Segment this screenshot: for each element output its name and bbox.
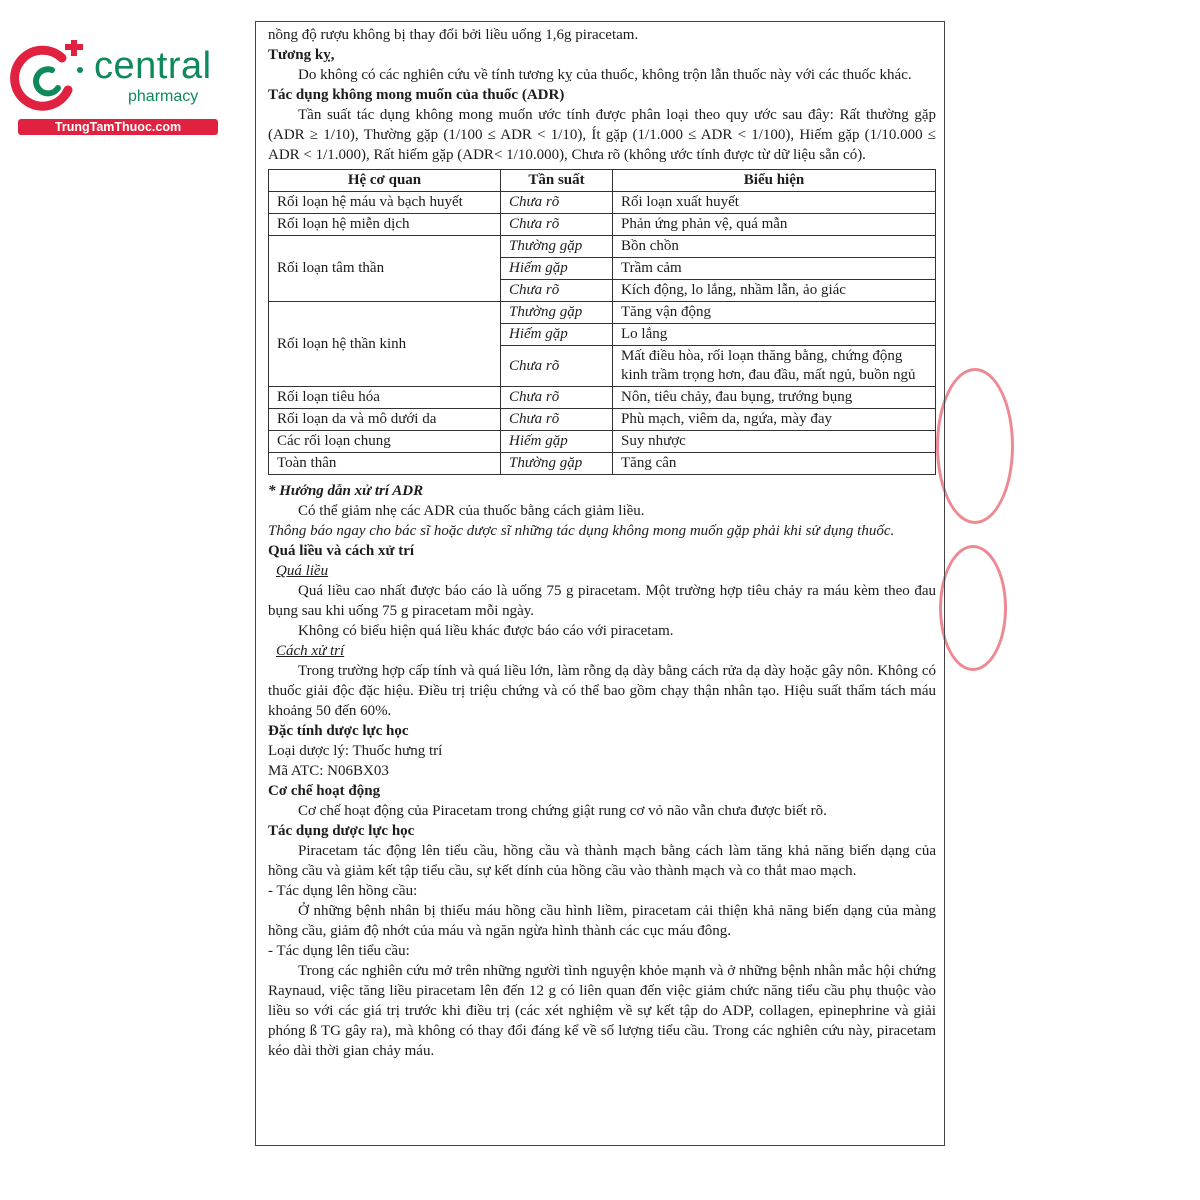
paragraph: Loại dược lý: Thuốc hưng trí bbox=[268, 743, 443, 759]
table-row bbox=[269, 192, 936, 214]
organ-cell: Rối loạn hệ thần kinh bbox=[269, 302, 501, 387]
adr-table bbox=[268, 169, 936, 475]
organ-cell: Rối loạn hệ máu và bạch huyết bbox=[269, 192, 501, 214]
effect-cell: Kích động, lo lắng, nhầm lẫn, ảo giác bbox=[613, 280, 936, 302]
table-row bbox=[269, 453, 936, 475]
pharmacy-c-logo-icon bbox=[10, 40, 88, 118]
effect-cell: Rối loạn xuất huyết bbox=[613, 192, 936, 214]
subsection-heading: Quá liều bbox=[276, 563, 329, 579]
paragraph: Piracetam tác động lên tiểu cầu, hồng cầu và thành mạch bằng cách làm tăng khả năng biến dạng của hồng cầu và giảm kết tập tiểu cầu, sự kết dính của hồng cầu vào thành mạch và co thắt mao mạch. bbox=[268, 843, 936, 879]
effect-cell: Phù mạch, viêm da, ngứa, mày đay bbox=[613, 409, 936, 431]
table-row bbox=[269, 214, 936, 236]
website-banner: TrungTamThuoc.com bbox=[18, 119, 218, 135]
frequency-cell: Thường gặp bbox=[501, 302, 613, 324]
table-row bbox=[269, 409, 936, 431]
section-heading: Tương kỵ, bbox=[268, 47, 335, 63]
document-body bbox=[268, 25, 936, 1061]
organ-cell: Rối loạn da và mô dưới da bbox=[269, 409, 501, 431]
frequency-cell: Hiếm gặp bbox=[501, 324, 613, 346]
section-heading: Cơ chế hoạt động bbox=[268, 783, 381, 799]
table-row bbox=[269, 387, 936, 409]
table-row bbox=[269, 431, 936, 453]
frequency-cell: Chưa rõ bbox=[501, 346, 613, 387]
frequency-cell: Hiếm gặp bbox=[501, 431, 613, 453]
organ-cell: Rối loạn tiêu hóa bbox=[269, 387, 501, 409]
organ-cell: Rối loạn hệ miễn dịch bbox=[269, 214, 501, 236]
frequency-cell: Chưa rõ bbox=[501, 192, 613, 214]
paragraph: Không có biểu hiện quá liều khác được báo cáo với piracetam. bbox=[298, 623, 674, 639]
section-heading: Quá liều và cách xử trí bbox=[268, 543, 415, 559]
effect-cell: Tăng cân bbox=[613, 453, 936, 475]
section-heading: * Hướng dẫn xử trí ADR bbox=[268, 483, 424, 499]
frequency-cell: Thường gặp bbox=[501, 236, 613, 258]
effect-cell: Suy nhược bbox=[613, 431, 936, 453]
central-pharmacy-logo bbox=[10, 40, 210, 135]
column-header: Hệ cơ quan bbox=[269, 170, 501, 192]
effect-cell: Nôn, tiêu chảy, đau bụng, trướng bụng bbox=[613, 387, 936, 409]
paragraph: Quá liều cao nhất được báo cáo là uống 75 g piracetam. Một trường hợp tiêu chảy ra máu kèm theo đau bụng sau khi uống 75 g piracetam mỗi ngày. bbox=[268, 583, 936, 619]
section-heading: Tác dụng không mong muốn của thuốc (ADR) bbox=[268, 87, 565, 103]
frequency-cell: Chưa rõ bbox=[501, 409, 613, 431]
company-stamp-2 bbox=[939, 545, 1007, 671]
section-heading: Tác dụng dược lực học bbox=[268, 823, 415, 839]
subsection-heading: Cách xử trí bbox=[276, 643, 345, 659]
effect-cell: Bồn chồn bbox=[613, 236, 936, 258]
paragraph: Trong trường hợp cấp tính và quá liều lớn, làm rỗng dạ dày bằng cách rửa dạ dày hoặc gây nôn. Không có thuốc giải độc đặc hiệu. Điều trị triệu chứng và có thể bao gồm chạy thận nhân tạo. Hiệu suất thẩm tách máu khoảng 50 đến 60%. bbox=[268, 663, 936, 719]
table-row bbox=[269, 236, 936, 258]
organ-cell: Rối loạn tâm thần bbox=[269, 236, 501, 302]
paragraph: nồng độ rượu không bị thay đổi bởi liều uống 1,6g piracetam. bbox=[268, 27, 639, 43]
frequency-cell: Hiếm gặp bbox=[501, 258, 613, 280]
effect-cell: Trầm cảm bbox=[613, 258, 936, 280]
company-stamp bbox=[936, 368, 1014, 524]
paragraph: Do không có các nghiên cứu về tính tương kỵ của thuốc, không trộn lẫn thuốc này với các thuốc khác. bbox=[298, 67, 912, 83]
paragraph: Cơ chế hoạt động của Piracetam trong chứng giật rung cơ vỏ não vẫn chưa được biết rõ. bbox=[298, 803, 827, 819]
paragraph: Mã ATC: N06BX03 bbox=[268, 763, 389, 779]
brand-name: central bbox=[94, 45, 212, 87]
column-header: Tần suất bbox=[501, 170, 613, 192]
frequency-cell: Chưa rõ bbox=[501, 387, 613, 409]
paragraph: Tần suất tác dụng không mong muốn ước tính được phân loại theo quy ước sau đây: Rất thường gặp (ADR ≥ 1/10), Thường gặp (1/100 ≤ ADR < 1/10), Ít gặp (1/1.000 ≤ ADR < 1/100), Hiếm gặp (1/10.000 ≤ ADR < 1/1.000), Rất hiếm gặp (ADR< 1/10.000), Chưa rõ (không ước tính được từ dữ liệu sẵn có). bbox=[268, 107, 936, 163]
paragraph: Ở những bệnh nhân bị thiếu máu hồng cầu hình liềm, piracetam cải thiện khả năng biến dạng của màng hồng cầu, giảm độ nhớt của máu và ngăn ngừa hình thành các cục máu đông. bbox=[268, 903, 936, 939]
column-header: Biểu hiện bbox=[613, 170, 936, 192]
frequency-cell: Thường gặp bbox=[501, 453, 613, 475]
effect-cell: Phản ứng phản vệ, quá mẫn bbox=[613, 214, 936, 236]
brand-subtitle: pharmacy bbox=[128, 88, 199, 105]
table-row bbox=[269, 302, 936, 324]
table-header-row bbox=[269, 170, 936, 192]
frequency-cell: Chưa rõ bbox=[501, 280, 613, 302]
paragraph: Có thể giảm nhẹ các ADR của thuốc bằng cách giảm liều. bbox=[298, 503, 645, 519]
effect-cell: Tăng vận động bbox=[613, 302, 936, 324]
effect-cell: Lo lắng bbox=[613, 324, 936, 346]
paragraph: - Tác dụng lên hồng cầu: bbox=[268, 883, 418, 899]
frequency-cell: Chưa rõ bbox=[501, 214, 613, 236]
organ-cell: Toàn thân bbox=[269, 453, 501, 475]
paragraph: - Tác dụng lên tiểu cầu: bbox=[268, 943, 410, 959]
paragraph: Trong các nghiên cứu mở trên những người tình nguyện khỏe mạnh và ở những bệnh nhân mắc hội chứng Raynaud, việc tăng liều piracetam lên đến 12 g có liên quan đến việc giảm chức năng tiểu cầu phụ thuộc vào liều so với các giá trị trước khi điều trị (các xét nghiệm về sự kết tập do ADP, collagen, epinephrine và giải phóng ß TG gây ra), mà không có thay đổi đáng kể về số lượng tiểu cầu. Trong các nghiên cứu này, piracetam kéo dài thời gian chảy máu. bbox=[268, 963, 936, 1059]
paragraph: Thông báo ngay cho bác sĩ hoặc dược sĩ những tác dụng không mong muốn gặp phải khi sử dụng thuốc. bbox=[268, 523, 895, 539]
organ-cell: Các rối loạn chung bbox=[269, 431, 501, 453]
effect-cell: Mất điều hòa, rối loạn thăng bằng, chứng động kinh trầm trọng hơn, đau đầu, mất ngủ, buồn ngủ bbox=[613, 346, 936, 387]
section-heading: Đặc tính dược lực học bbox=[268, 723, 409, 739]
